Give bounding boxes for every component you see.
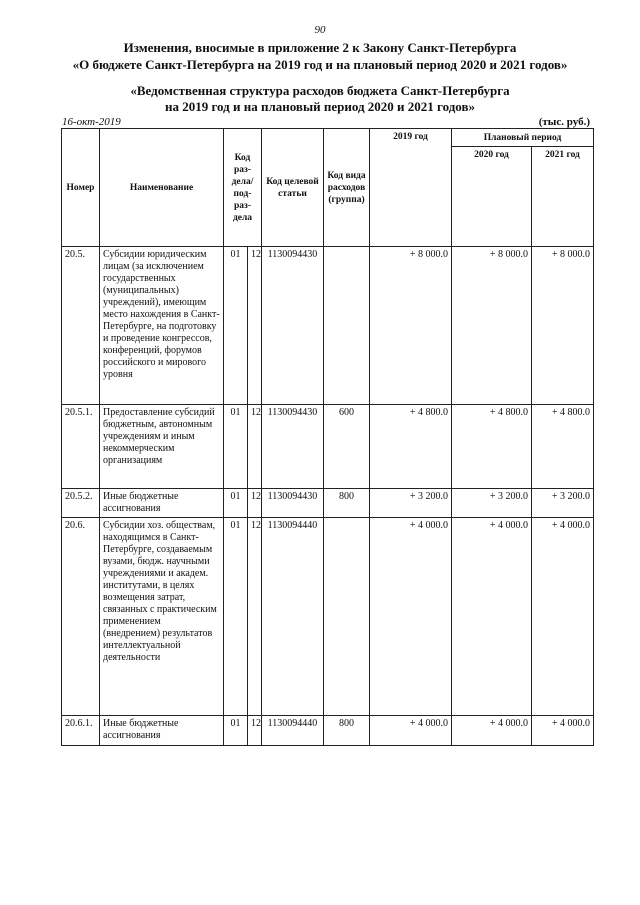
row-target: 1130094440 <box>262 716 324 746</box>
title-line-2: «О бюджете Санкт-Петербурга на 2019 год и на плановый период 2020 и 2021 годов» <box>72 57 568 72</box>
header-2021: 2021 год <box>532 147 594 247</box>
document-date: 16-окт-2019 <box>62 116 121 128</box>
row-value-2019: + 3 200.0 <box>370 489 452 518</box>
header-2019: 2019 год <box>370 129 452 247</box>
header-2020: 2020 год <box>452 147 532 247</box>
unit-label: (тыс. руб.) <box>538 116 590 128</box>
row-value-2020: + 4 000.0 <box>452 716 532 746</box>
row-subsection: 12 <box>248 489 262 518</box>
row-name: Предоставление субсидий бюджетным, автономным учреждениям и иным некоммерческим организациям <box>100 405 224 489</box>
row-value-2019: + 4 800.0 <box>370 405 452 489</box>
row-value-2020: + 8 000.0 <box>452 247 532 405</box>
row-expense: 600 <box>324 405 370 489</box>
row-number: 20.5. <box>62 247 100 405</box>
row-value-2019: + 8 000.0 <box>370 247 452 405</box>
row-name: Субсидии хоз. обществам, находящимся в Санкт-Петербурге, создаваемым вузами, бюдж. научными учреждениями и академ. институтами, в целях возмещения затрат, связанных с практическим применением (внедрением) результатов интеллектуальной деятельности <box>100 518 224 716</box>
row-expense <box>324 518 370 716</box>
row-expense: 800 <box>324 489 370 518</box>
header-section: Код раз- дела/ под- раз- дела <box>224 129 262 247</box>
row-section: 01 <box>224 247 248 405</box>
row-number: 20.6. <box>62 518 100 716</box>
row-section: 01 <box>224 489 248 518</box>
row-value-2020: + 4 800.0 <box>452 405 532 489</box>
row-value-2021: + 4 000.0 <box>532 716 594 746</box>
header-planned: Плановый период <box>452 129 594 147</box>
page-number: 90 <box>314 24 326 36</box>
header-target: Код целевой статьи <box>262 129 324 247</box>
table-body <box>62 247 594 746</box>
row-number: 20.6.1. <box>62 716 100 746</box>
table-row <box>62 247 594 405</box>
row-section: 01 <box>224 518 248 716</box>
table-row <box>62 716 594 746</box>
header-name: Наименование <box>100 129 224 247</box>
subtitle-line-1: «Ведомственная структура расходов бюджета Санкт-Петербурга <box>130 83 510 98</box>
row-value-2021: + 3 200.0 <box>532 489 594 518</box>
row-value-2021: + 4 800.0 <box>532 405 594 489</box>
row-subsection: 12 <box>248 518 262 716</box>
row-target: 1130094430 <box>262 247 324 405</box>
header-expense: Код вида расходов (группа) <box>324 129 370 247</box>
row-subsection: 12 <box>248 247 262 405</box>
header-number: Номер <box>62 129 100 247</box>
row-value-2021: + 8 000.0 <box>532 247 594 405</box>
row-value-2020: + 4 000.0 <box>452 518 532 716</box>
row-value-2019: + 4 000.0 <box>370 716 452 746</box>
row-subsection: 12 <box>248 405 262 489</box>
row-value-2019: + 4 000.0 <box>370 518 452 716</box>
subtitle-line-2: на 2019 год и на плановый период 2020 и 2021 годов» <box>164 99 475 114</box>
row-target: 1130094430 <box>262 489 324 518</box>
row-number: 20.5.2. <box>62 489 100 518</box>
table-row <box>62 518 594 716</box>
row-name: Иные бюджетные ассигнования <box>100 716 224 746</box>
row-section: 01 <box>224 405 248 489</box>
table-row <box>62 489 594 518</box>
row-name: Иные бюджетные ассигнования <box>100 489 224 518</box>
row-value-2021: + 4 000.0 <box>532 518 594 716</box>
table-row <box>62 405 594 489</box>
row-expense <box>324 247 370 405</box>
row-value-2020: + 3 200.0 <box>452 489 532 518</box>
budget-table <box>61 128 594 746</box>
row-section: 01 <box>224 716 248 746</box>
row-expense: 800 <box>324 716 370 746</box>
row-number: 20.5.1. <box>62 405 100 489</box>
row-name: Субсидии юридическим лицам (за исключением государственных (муниципальных) учреждений), имеющим место нахождения в Санкт-Петербурге, на подготовку и проведение конгрессов, конференций, форумов российского и мирового уровня <box>100 247 224 405</box>
row-target: 1130094440 <box>262 518 324 716</box>
row-target: 1130094430 <box>262 405 324 489</box>
title-line-1: Изменения, вносимые в приложение 2 к Закону Санкт-Петербурга <box>123 40 517 55</box>
row-subsection: 12 <box>248 716 262 746</box>
